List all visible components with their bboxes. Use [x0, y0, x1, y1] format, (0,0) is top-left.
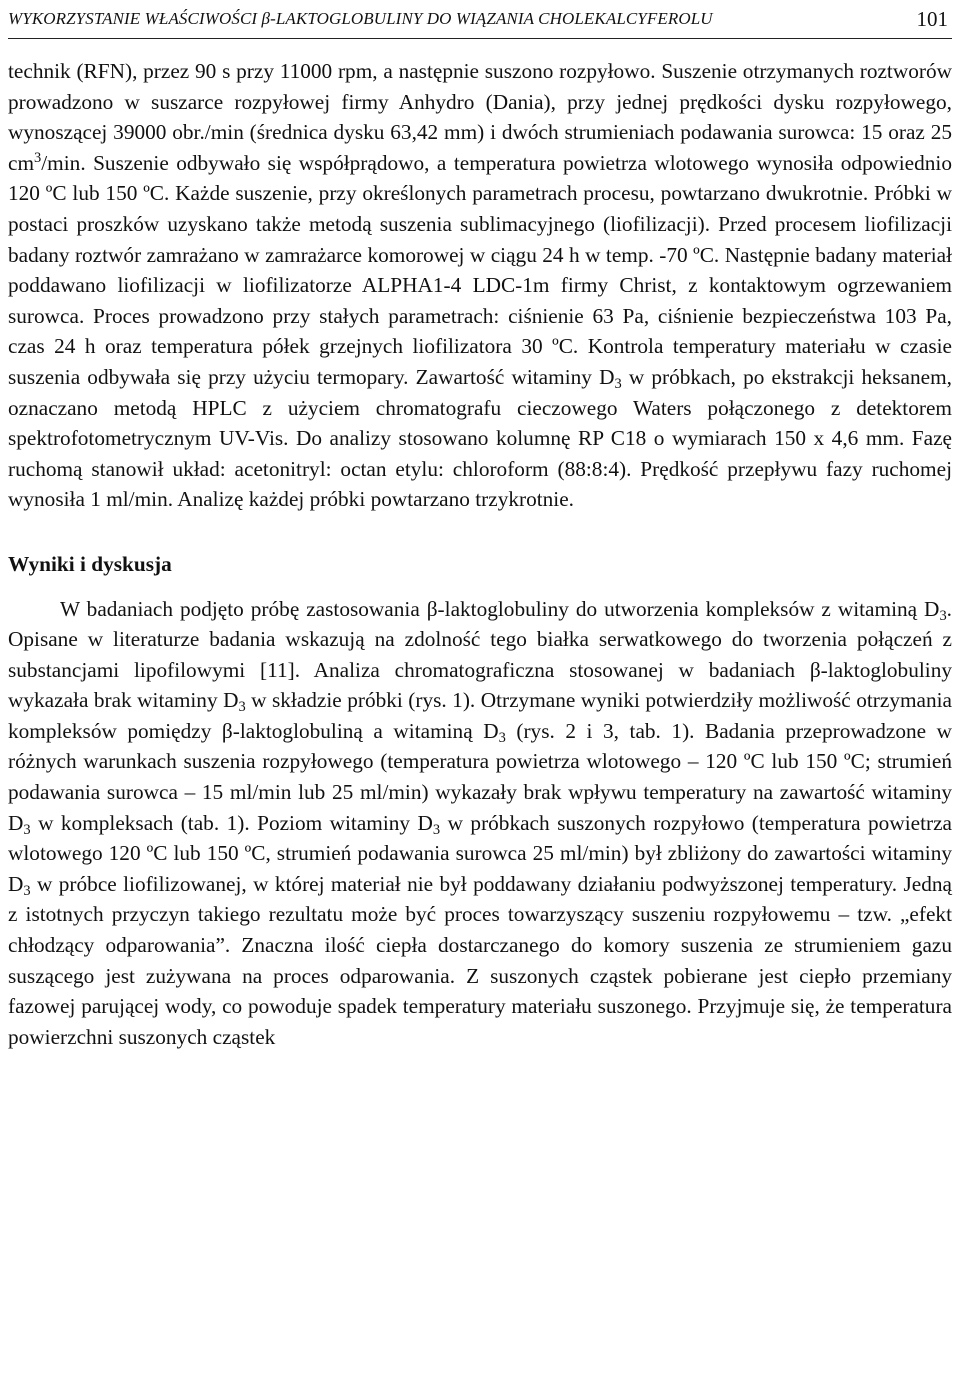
results-text-1: W badaniach podjęto próbę zastosowania β-laktoglobuliny do utworzenia kompleksów z witaminą D [60, 596, 940, 621]
results-text-5: w kompleksach (tab. 1). Poziom witaminy D [30, 810, 433, 835]
subscript-3: 3 [614, 375, 622, 392]
subscript-3: 3 [432, 821, 441, 838]
running-header [8, 0, 952, 39]
results-paragraph [8, 594, 952, 1053]
subscript-3: 3 [23, 882, 31, 899]
methods-paragraph [8, 56, 952, 515]
subscript-3: 3 [939, 607, 947, 624]
results-text-2: . Opisane w literaturze badania wskazują na zdolność tego białka serwatkowego do tworzenia połączeń z substancjami lipofilowymi [11]. Analiza chromatograficzna stosowanej w badaniach β-laktoglobuliny wykazała brak witaminy D [8, 596, 952, 713]
subscript-3: 3 [238, 699, 246, 716]
subscript-3: 3 [23, 821, 31, 838]
results-text-6: w próbkach suszonych rozpyłowo (temperatura powietrza wlotowego 120 ºC lub 150 ºC, strumień podawania surowca 25 ml/min) był zbliżony do zawartości witaminy D [8, 810, 952, 896]
results-text-3: w składzie próbki (rys. 1). Otrzymane wyniki potwierdziły możliwość otrzymania kompleksów pomiędzy β-laktoglobuliną a witaminą D [8, 688, 953, 743]
methods-text-1: technik (RFN), przez 90 s przy 11000 rpm, a następnie suszono rozpyłowo. Suszenie otrzymanych roztworów prowadzono w suszarce rozpyłowej firmy Anhydro (Dania), przy jednej prędkości dysku rozpyłowego, wynoszącej 39000 obr./min (średnica dysku 63,42 mm) i dwóch strumieniach podawania surowca: 15 oraz 25 cm [8, 59, 952, 175]
article-body [8, 56, 952, 1052]
subscript-3: 3 [498, 729, 506, 746]
page-number: 101 [916, 6, 948, 31]
superscript-3: 3 [34, 149, 42, 166]
results-text-7: w próbce liofilizowanej, w której materiał nie był poddawany działaniu podwyższonej temperatury. Jedną z istotnych przyczyn takiego rezultatu może być proces towarzyszący suszeniu rozpyłowemu – tzw. „efekt chłodzący odparowania”. Znaczna ilość ciepła dostarczanego do komory suszenia ze strumieniem gazu suszącego jest zużywana na proces odparowania. Z suszonych cząstek pobierane jest ciepło przemiany fazowej parującej wody, co powoduje spadek temperatury materiału suszonego. Przyjmuje się, że temperatura powierzchni suszonych cząstek [8, 871, 952, 1049]
results-text-4: (rys. 2 i 3, tab. 1). Badania przeprowadzone w różnych warunkach suszenia rozpyłowego (temperatura powietrza wlotowego – 120 ºC lub 150 ºC; strumień podawania surowca – 15 ml/min lub 25 ml/min) wykazały brak wpływu temperatury na zawartość witaminy D [8, 718, 952, 835]
section-heading: Wyniki i dyskusja [8, 551, 172, 576]
methods-text-3: w próbkach, po ekstrakcji heksanem, oznaczano metodą HPLC z użyciem chromatografu cieczowego Waters połączonego z detektorem spektrofotometrycznym UV-Vis. Do analizy stosowano kolumnę RP C18 o wymiarach 150 x 4,6 mm. Fazę ruchomą stanowił układ: acetonitryl: octan etylu: chloroform (88:8:4). Prędkość przepływu fazy ruchomej wynosiła 1 ml/min. Analizę każdej próbki powtarzano trzykrotnie. [8, 364, 952, 512]
running-title: WYKORZYSTANIE WŁAŚCIWOŚCI β-LAKTOGLOBULINY DO WIĄZANIA CHOLEKALCYFEROLU [8, 9, 713, 28]
methods-text-2: /min. Suszenie odbywało się współprądowo, a temperatura powietrza wlotowego wynosiła odpowiednio 120 ºC lub 150 ºC. Każde suszenie, przy określonych parametrach procesu, powtarzano dwukrotnie. Próbki w postaci proszków uzyskano także metodą suszenia sublimacyjnego (liofilizacji). Przed procesem liofilizacji badany roztwór zamrażano w zamrażarce komorowej w ciągu 24 h w temp. -70 ºC. Następnie badany materiał poddawano liofilizacji w liofilizatorze ALPHA1-4 LDC-1m firmy Christ, z kontaktowym ogrzewaniem surowca. Proces prowadzono przy stałych parametrach: ciśnienie 63 Pa, ciśnienie bezpieczeństwa 103 Pa, czas 24 h oraz temperatura półek grzejnych liofilizatora 30 ºC. Kontrola temperatury materiału w czasie suszenia odbywała się przy użyciu termopary. Zawartość witaminy D [8, 150, 952, 389]
